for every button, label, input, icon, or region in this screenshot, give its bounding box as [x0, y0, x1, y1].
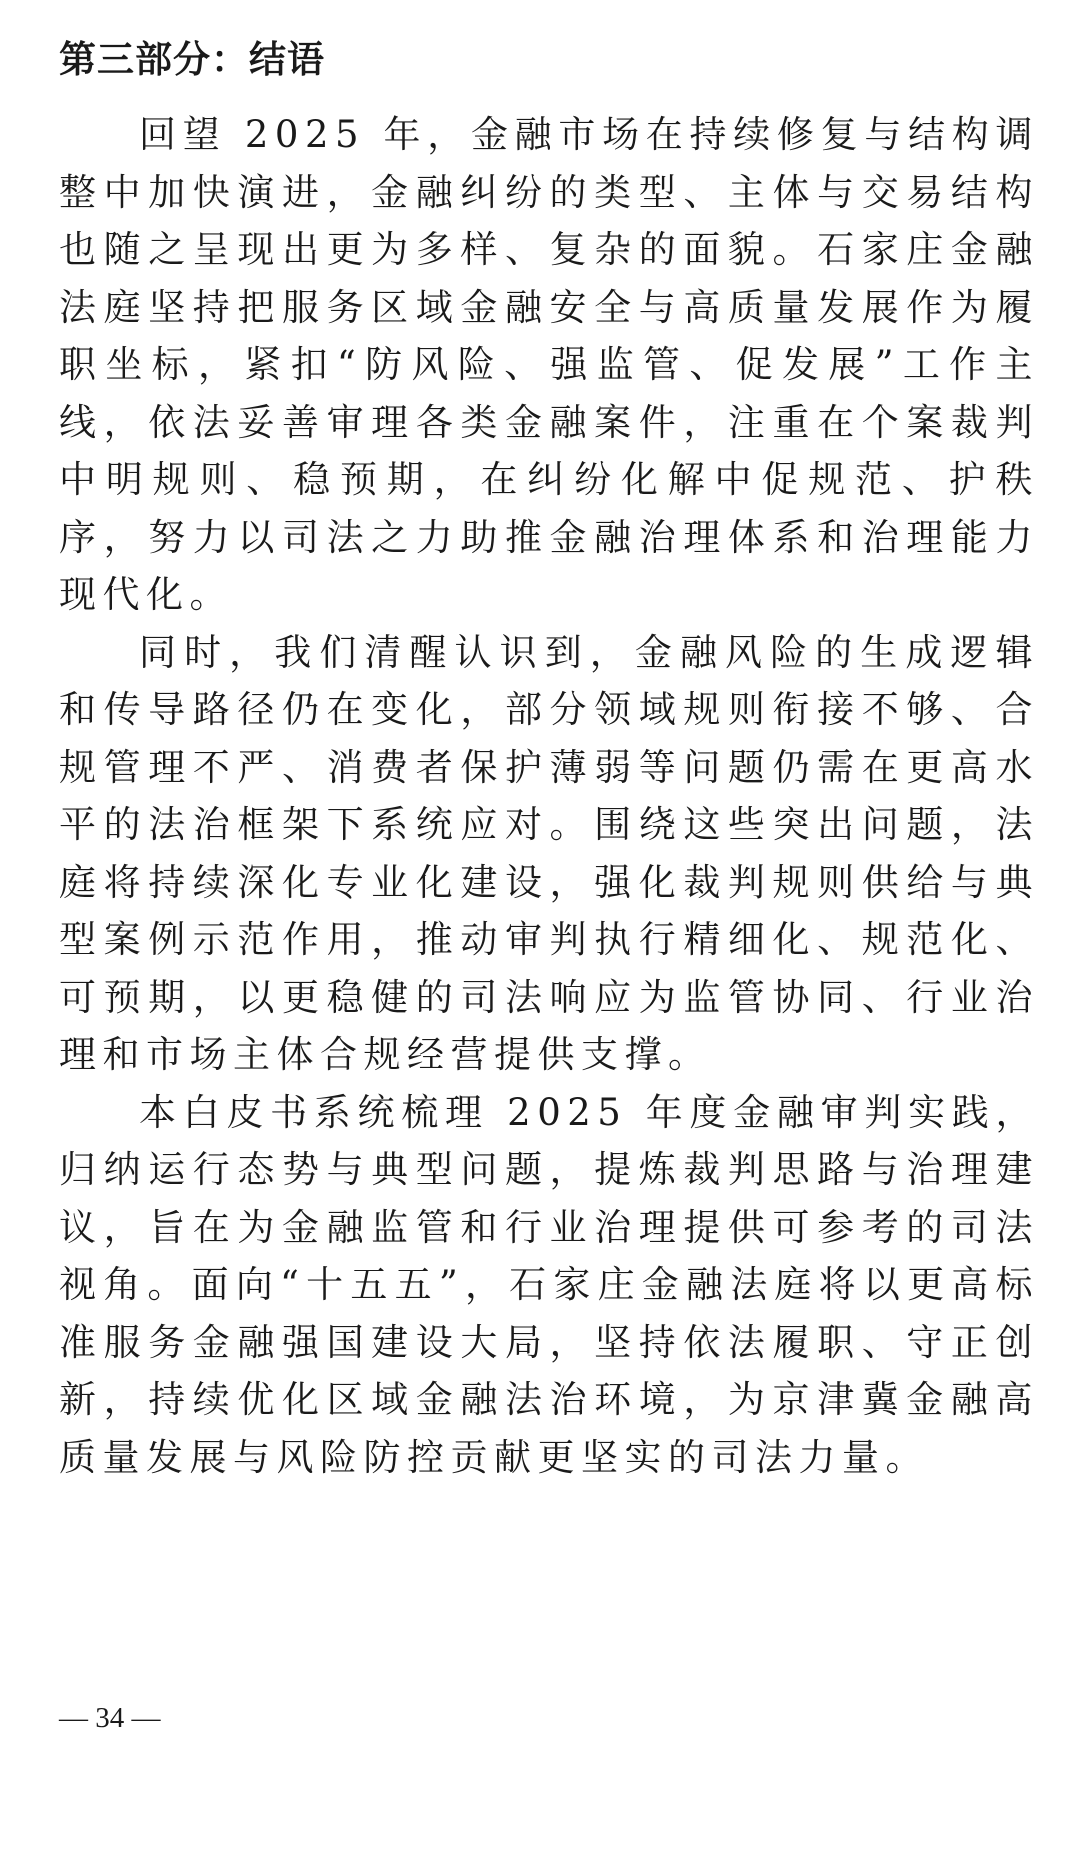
paragraph-1: 回望 2025 年，金融市场在持续修复与结构调整中加快演进，金融纠纷的类型、主体与交易结构也随之呈现出更为多样、复杂的面貌。石家庄金融法庭坚持把服务区域金融安全与高质量发展作为履职坐标，紧扣“防风险、强监管、促发展”工作主线，依法妥善审理各类金融案件，注重在个案裁判中明规则、稳预期，在纠纷化解中促规范、护秩序，努力以司法之力助推金融治理体系和治理能力现代化。: [59, 113, 1039, 616]
paragraph-2: 同时，我们清醒认识到，金融风险的生成逻辑和传导路径仍在变化，部分领域规则衔接不够、合规管理不严、消费者保护薄弱等问题仍需在更高水平的法治框架下系统应对。围绕这些突出问题，法庭将持续深化专业化建设，强化裁判规则供给与典型案例示范作用，推动审判执行精细化、规范化、可预期，以更稳健的司法响应为监管协同、行业治理和市场主体合规经营提供支撑。: [59, 630, 1039, 1076]
paragraph-3: 本白皮书系统梳理 2025 年度金融审判实践，归纳运行态势与典型问题，提炼裁判思路与治理建议，旨在为金融监管和行业治理提供可参考的司法视角。面向“十五五”，石家庄金融法庭将以更高标准服务金融强国建设大局，坚持依法履职、守正创新，持续优化区域金融法治环境，为京津冀金融高质量发展与风险防控贡献更坚实的司法力量。: [59, 1090, 1039, 1479]
page-number: — 34 —: [59, 1702, 161, 1734]
body-text: [59, 106, 1039, 1486]
section-heading: 第三部分：结语: [59, 38, 325, 81]
